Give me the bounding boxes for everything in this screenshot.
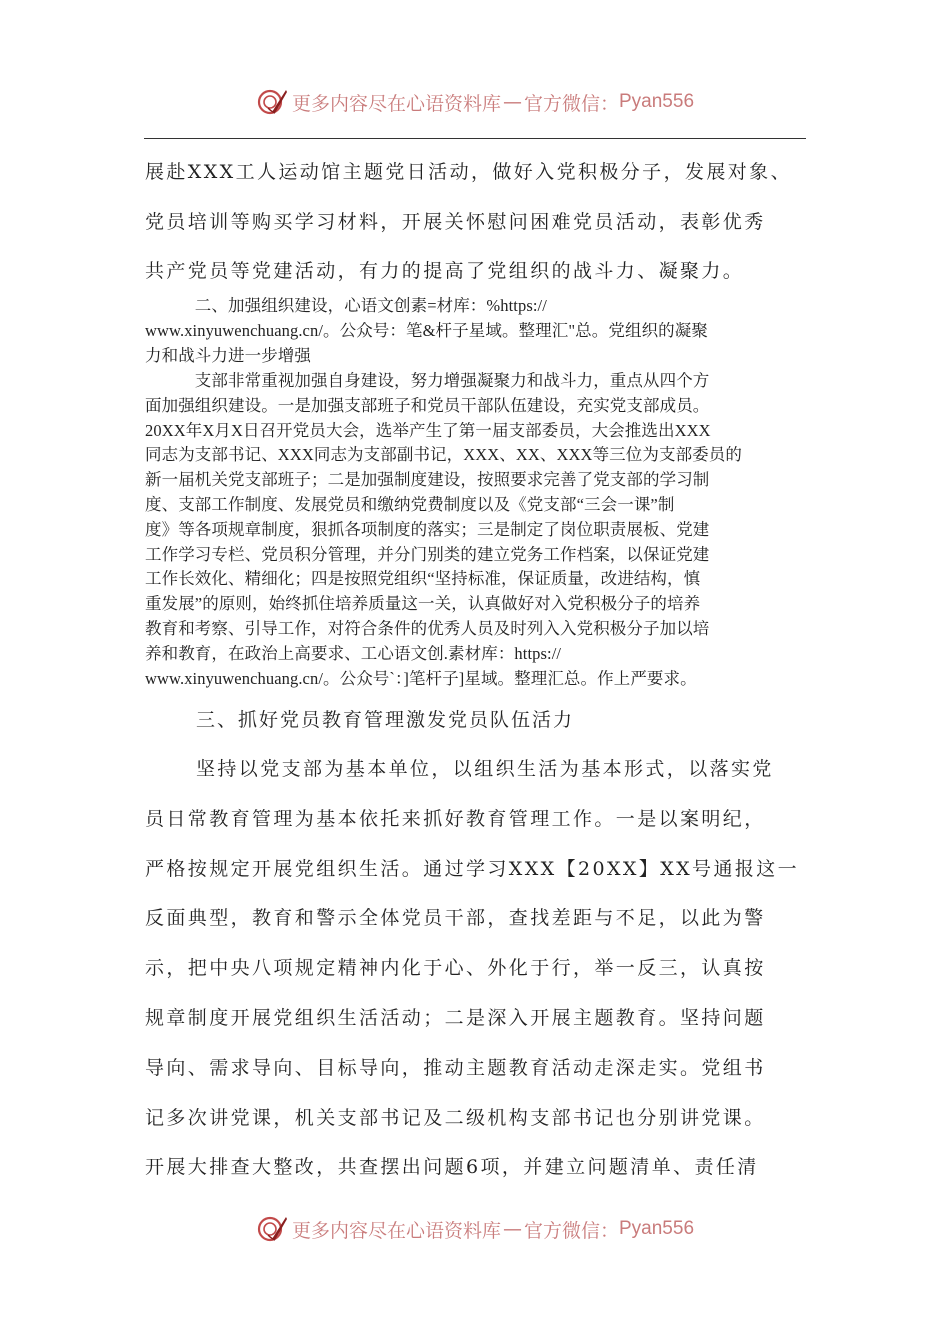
paragraph-2 [145, 369, 810, 691]
text-line: 20XX年X月X日召开党员大会，选举产生了第一届支部委员，大会推选出XXX [145, 420, 711, 440]
banner-wechat-label: 官方微信： [523, 1219, 619, 1242]
text-line: 工作学习专栏、党员积分管理，并分门别类的建立党务工作档案，以保证党建 [145, 544, 710, 564]
text-line: 展赴XXX工人运动馆主题党日活动，做好入党积极分子，发展对象、 [145, 161, 792, 183]
paragraph-1 [145, 154, 810, 303]
text-line: 度》等各项规章制度，狠抓各项制度的落实；三是制定了岗位职责展板、党建 [145, 519, 710, 539]
brush-logo-icon [256, 86, 288, 118]
header-banner [0, 82, 950, 122]
banner-separator: — [502, 1218, 522, 1240]
text-line: 示，把中央八项规定精神内化于心、外化于行，举一反三，认真按 [145, 957, 766, 980]
brush-logo-icon [256, 1213, 288, 1245]
text-line: 教育和考察、引导工作，对符合条件的优秀人员及时列入入党积极分子加以培 [145, 618, 710, 638]
text-line: 坚持以党支部为基本单位，以组织生活为基本形式，以落实党 [196, 758, 774, 780]
text-line: 员日常教育管理为基本依托来抓好教育管理工作。一是以案明纪， [145, 807, 766, 830]
banner-separator: — [502, 91, 522, 113]
text-line: 面加强组织建设。一是加强支部班子和党员干部队伍建设，充实党支部成员。 [145, 395, 710, 415]
heading-3: 三、抓好党员教育管理激发党员队伍活力 [196, 709, 575, 731]
banner-text: 更多内容尽在心语资料库 [291, 92, 501, 115]
heading-2-block [145, 294, 810, 368]
text-line: 记多次讲党课，机关支部书记及二级机构支部书记也分别讲党课。 [145, 1106, 766, 1129]
text-line: 共产党员等党建活动，有力的提高了党组织的战斗力、凝聚力。 [145, 260, 745, 282]
text-line: 养和教育，在政治上高要求、工心语文创.素材库：https:// [145, 643, 562, 663]
text-line: 规章制度开展党组织生活活动；二是深入开展主题教育。坚持问题 [145, 1006, 766, 1029]
text-line: 导向、需求导向、目标导向，推动主题教育活动走深走实。党组书 [145, 1056, 766, 1079]
text-line: www.xinyuwenchuang.cn/。公众号：笔&杆子星域。整理汇"总。党组织的凝聚 [145, 320, 708, 340]
paragraph-3 [145, 751, 810, 1199]
text-line: www.xinyuwenchuang.cn/。公众号`：]笔杆子]星域。整理汇总。作上严要求。 [145, 668, 697, 688]
banner-text: 更多内容尽在心语资料库 [291, 1219, 501, 1242]
banner-wechat-id: Pyan556 [619, 1218, 695, 1239]
text-line: 力和战斗力进一步增强 [145, 345, 311, 365]
text-line: 二、加强组织建设，心语文创素=材库：%https:// [145, 296, 547, 315]
text-line: 党员培训等购买学习材料，开展关怀慰问困难党员活动，表彰优秀 [145, 210, 766, 233]
text-line: 同志为支部书记、XXX同志为支部副书记，XXX、XX、XXX等三位为支部委员的 [145, 445, 742, 465]
text-line: 反面典型，教育和警示全体党员干部，查找差距与不足，以此为警 [145, 907, 766, 930]
text-line: 严格按规定开展党组织生活。通过学习XXX【20XX】XX号通报这一 [145, 857, 800, 880]
footer-banner [0, 1209, 950, 1249]
header-divider [144, 138, 806, 139]
text-line: 工作长效化、精细化；四是按照党组织“坚持标准，保证质量，改进结构，慎 [145, 569, 701, 589]
banner-wechat-label: 官方微信： [523, 92, 619, 115]
text-line: 支部非常重视加强自身建设，努力增强凝聚力和战斗力，重点从四个方 [145, 371, 710, 390]
text-line: 重发展”的原则，始终抓住培养质量这一关，认真做好对入党积极分子的培养 [145, 594, 701, 614]
text-line: 新一届机关党支部班子；二是加强制度建设，按照要求完善了党支部的学习制 [145, 470, 710, 490]
text-line: 开展大排查大整改，共查摆出问题6项，并建立问题清单、责任清 [145, 1156, 759, 1179]
text-line: 度、支部工作制度、发展党员和缴纳党费制度以及《党支部“三会一课”制 [145, 494, 675, 514]
banner-wechat-id: Pyan556 [619, 91, 695, 112]
